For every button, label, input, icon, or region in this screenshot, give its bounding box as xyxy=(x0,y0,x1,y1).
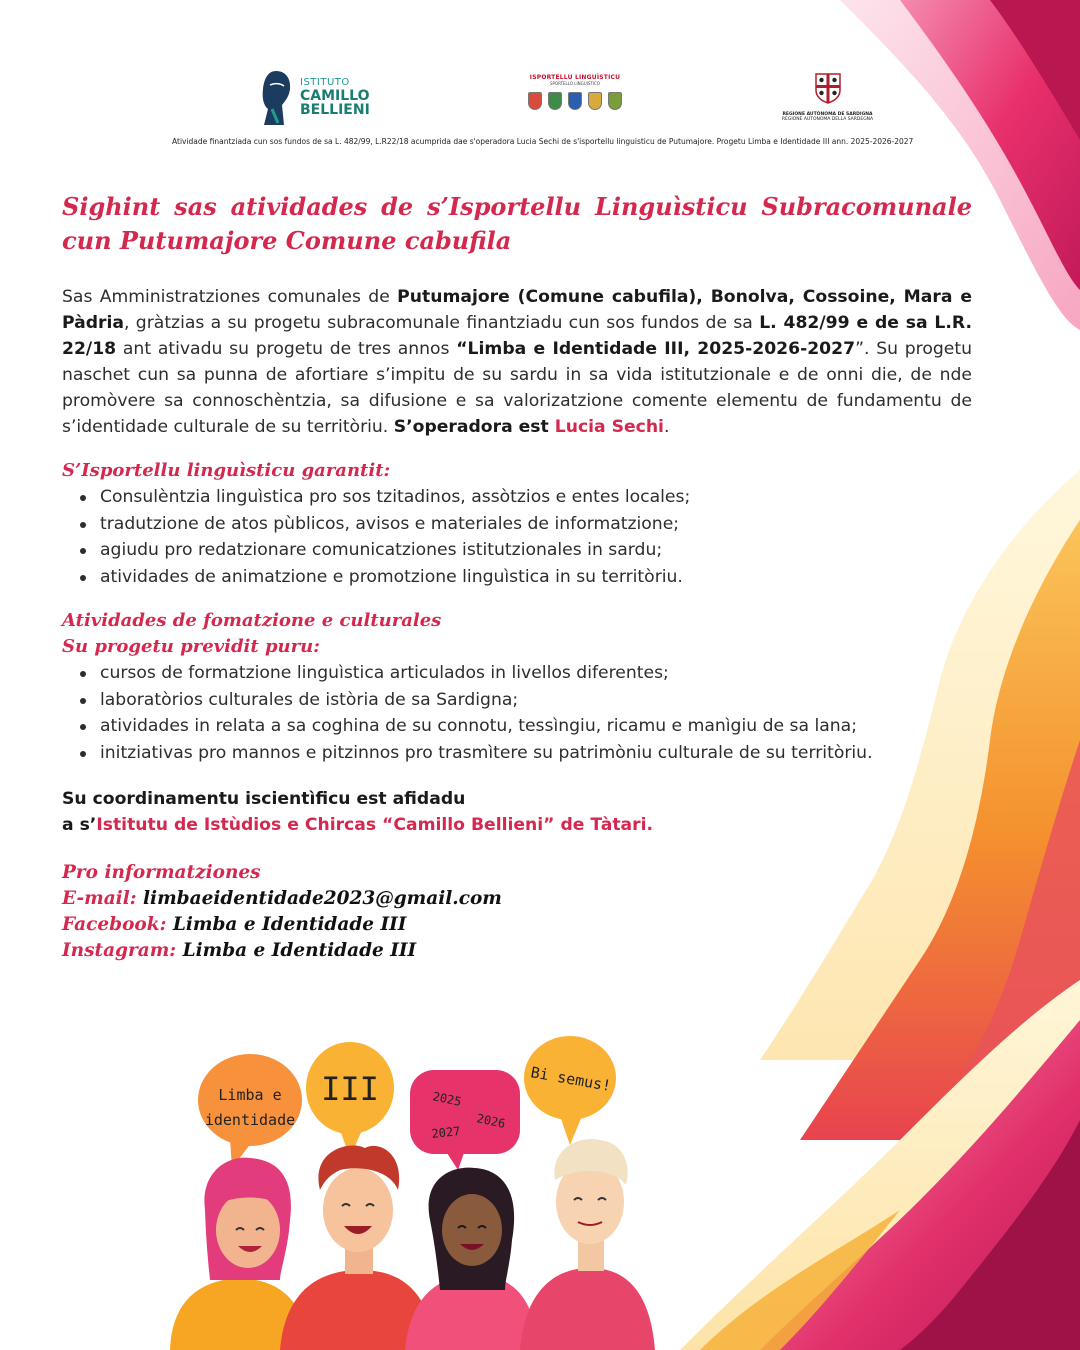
email-label: E-mail: xyxy=(62,888,144,909)
bellieni-logo-line2: CAMILLO xyxy=(300,87,370,104)
facebook-row xyxy=(62,912,972,938)
list-item: laboratòrios culturales de istòria de sa Sardigna; xyxy=(62,687,972,714)
crest-icon xyxy=(568,92,582,110)
intro-bold-laws: L. 482/99 e de sa L.R. 22/18 xyxy=(62,313,972,359)
sportellu-logo-line2: SPORTELLO LINGUISTICO xyxy=(549,81,600,86)
intro-bold-project: “Limba e Identidade III, 2025-2026-2027 xyxy=(456,339,856,359)
speech-bubble-limba xyxy=(198,1054,302,1168)
speech-bubble-years xyxy=(410,1070,520,1170)
list-item: cursos de formatzione linguìstica articulados in livellos diferentes; xyxy=(62,660,972,687)
main-content xyxy=(62,190,972,964)
intro-text-3: ant ativadu su progetu de tres annos xyxy=(116,339,457,359)
list-item: Consulèntzia linguìstica pro sos tzitadinos, assòtzios e entes locales; xyxy=(62,484,972,511)
intro-text-2: , gràtzias a su progetu subracomunale finantziadu cun sos fundos de sa xyxy=(124,313,760,333)
list-item: atividades de animatzione e promotzione linguìstica in su territòriu. xyxy=(62,564,972,591)
activities-subheading: Su progetu previdit puru: xyxy=(62,636,320,657)
email-row xyxy=(62,886,972,912)
bellieni-logo-line3: BELLIENI xyxy=(300,102,370,119)
instagram-row xyxy=(62,938,972,964)
list-item: atividades in relata a sa coghina de su connotu, tessìngiu, ricamu e manìgiu de sa lana; xyxy=(62,713,972,740)
instagram-link[interactable]: Limba e Identidade III xyxy=(182,940,417,961)
page-title: Sighint sas atividades de s’Isportellu Linguìsticu Subracomunale cun Putumajore Comune cabufila xyxy=(62,192,972,255)
bellieni-portrait-icon xyxy=(258,69,294,127)
bubble3-year3: 2027 xyxy=(430,1124,462,1141)
activities-heading: Atividades de fomatzione e culturales xyxy=(62,610,442,631)
crest-icon xyxy=(588,92,602,110)
intro-bold-operator: S’operadora est xyxy=(393,417,555,437)
bubble3-year1: 2025 xyxy=(431,1089,463,1109)
contact-heading: Pro informatziones xyxy=(62,862,261,883)
sportellu-logo xyxy=(520,74,630,132)
bubble1-line2: identidade xyxy=(204,1111,296,1129)
operator-name: Lucia Sechi xyxy=(554,417,664,437)
list-item: tradutzione de atos pùblicos, avisos e materiales de informatzione; xyxy=(62,511,972,538)
bubble4-text: Bi semus! xyxy=(529,1063,613,1095)
list-item: initziativas pro mannos e pitzinnos pro trasmìtere su patrimòniu culturale de su territòriu. xyxy=(62,740,972,767)
intro-bold-municipalities: Putumajore (Comune cabufila), Bonolva, Cossoine, Mara e Pàdria xyxy=(62,287,972,333)
intro-paragraph xyxy=(62,284,972,440)
list-item: agiudu pro redatzionare comunicatziones istitutzionales in sardu; xyxy=(62,537,972,564)
services-heading: S’Isportellu linguìsticu garantit: xyxy=(62,460,391,481)
regione-logo-line1: REGIONE AUTÒNOMA DE SARDIGNA xyxy=(782,112,873,117)
facebook-link[interactable]: Limba e Identidade III xyxy=(172,914,407,935)
coordination-note xyxy=(62,786,972,838)
municipal-crests xyxy=(520,92,630,110)
services-section xyxy=(62,458,972,590)
sportellu-logo-line1: ISPORTELLU LINGUÌSTICU xyxy=(529,74,621,81)
person-man-blond-hair xyxy=(520,1139,655,1350)
bubble3-year2: 2026 xyxy=(475,1111,507,1131)
crest-icon xyxy=(528,92,542,110)
sardinia-shield-icon xyxy=(814,72,842,104)
speech-bubble-iii xyxy=(306,1042,394,1158)
coordination-line2 xyxy=(62,812,972,838)
activities-list xyxy=(62,660,972,766)
regione-logo xyxy=(780,72,875,130)
institute-name: Istitutu de Istùdios e Chircas “Camillo Bellieni” de Tàtari. xyxy=(96,815,654,835)
bellieni-logo-line1: ISTITUTO xyxy=(300,77,350,89)
coordination-prefix: a s’ xyxy=(62,815,97,835)
speech-bubble-bi-semus xyxy=(524,1036,616,1145)
crest-icon xyxy=(548,92,562,110)
instagram-label: Instagram: xyxy=(62,940,183,961)
bubble2-text: III xyxy=(321,1070,379,1108)
intro-text-5: . xyxy=(663,417,670,437)
email-link[interactable]: limbaeidentidade2023@gmail.com xyxy=(143,888,502,909)
bubble1-line1: Limba e xyxy=(218,1086,282,1104)
services-list xyxy=(62,484,972,590)
intro-text-4: ”. Su progetu naschet cun sa punna de afortiare s’impitu de su sardu in sa vida istitutzionale e de onni die, de nde promòvere sa connoschèntzia, sa difusione e sa valorizatzione comente elementu de fundamentu de s’identidade culturale de su territòriu. xyxy=(62,339,972,437)
funding-note: Atividade finantziada cun sos fundos de sa L. 482/99, L.R22/18 acumprida dae s'operadora Lucia Sechi de s'isportellu linguisticu de Putumajore. Progetu Limba e Identidade III ann. 2025-2026-2027 xyxy=(172,137,914,146)
person-woman-dark-hair xyxy=(405,1168,538,1350)
crest-icon xyxy=(608,92,622,110)
regione-logo-line2: REGIONE AUTONOMA DELLA SARDEGNA xyxy=(781,117,874,122)
intro-text-1: Sas Amministratziones comunales de xyxy=(62,287,398,307)
facebook-label: Facebook: xyxy=(62,914,173,935)
people-illustration xyxy=(160,1030,680,1350)
coordination-line1: Su coordinamentu iscientìficu est afidadu xyxy=(62,789,466,809)
bellieni-logo xyxy=(258,68,388,128)
contact-info xyxy=(62,860,972,964)
activities-section xyxy=(62,608,972,766)
